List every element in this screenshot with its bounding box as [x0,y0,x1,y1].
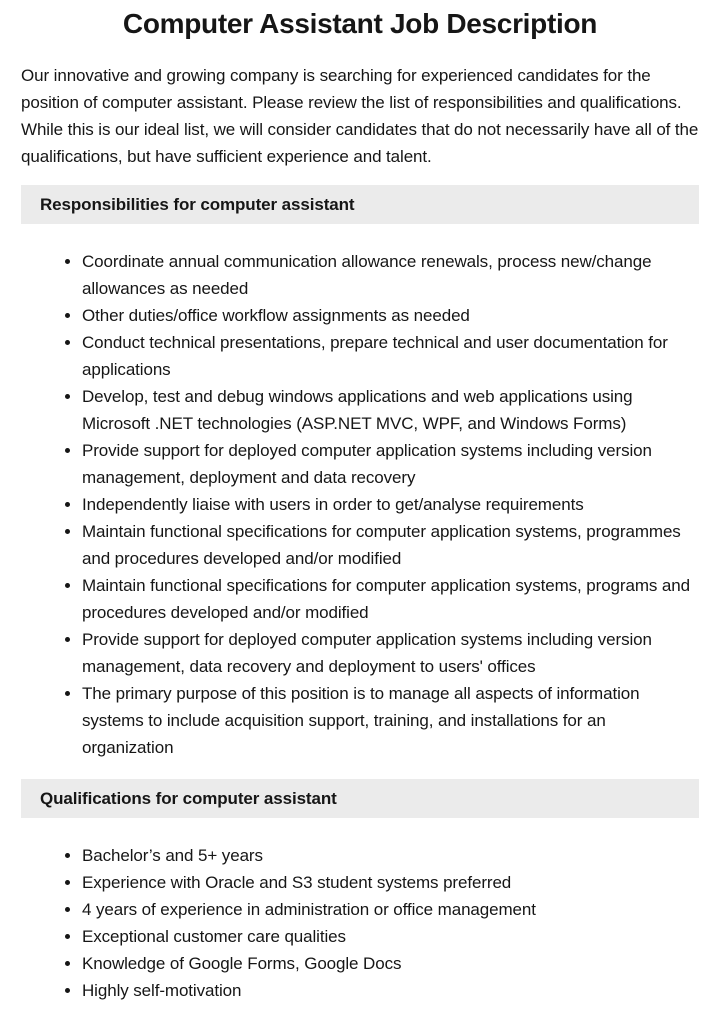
responsibility-list-item-text: The primary purpose of this position is to manage all aspects of information systems to include acquisition support, training, and installations for an organization [82,684,640,757]
qualification-list-item [62,977,699,1004]
responsibility-list-item [62,302,699,329]
qualification-list-item-text: Knowledge of Google Forms, Google Docs [82,954,402,973]
qualifications-list [21,842,699,1004]
responsibility-list-item [62,248,699,302]
qualification-list-item-text: Experience with Oracle and S3 student systems preferred [82,873,512,892]
responsibility-list-item-text: Provide support for deployed computer application systems including version management, data recovery and deployment to users' offices [82,630,652,676]
job-description-document [0,7,720,1004]
section-responsibilities [21,185,699,761]
qualification-list-item-text: Exceptional customer care qualities [82,927,346,946]
responsibilities-section-header [21,185,699,224]
responsibility-list-item [62,329,699,383]
qualification-list-item [62,896,699,923]
responsibility-list-item [62,383,699,437]
responsibility-list-item-text: Provide support for deployed computer application systems including version management, deployment and data recovery [82,441,652,487]
page-title: Computer Assistant Job Description [122,8,598,39]
responsibility-list-item-text: Coordinate annual communication allowance renewals, process new/change allowances as needed [82,252,652,298]
qualification-list-item-text: Bachelor’s and 5+ years [82,846,263,865]
qualification-list-item-text: Highly self-motivation [82,981,242,1000]
section-qualifications [21,779,699,1004]
responsibility-list-item [62,626,699,680]
responsibility-list-item-text: Independently liaise with users in order to get/analyse requirements [82,495,584,514]
qualification-list-item [62,869,699,896]
qualification-list-item [62,842,699,869]
responsibility-list-item-text: Develop, test and debug windows applications and web applications using Microsoft .NET technologies (ASP.NET MVC, WPF, and Windows Forms) [82,387,633,433]
responsibility-list-item [62,680,699,761]
responsibility-list-item [62,518,699,572]
responsibilities-section-heading-text: Responsibilities for computer assistant [40,194,355,214]
responsibility-list-item [62,491,699,518]
responsibility-list-item [62,572,699,626]
responsibilities-list [21,248,699,761]
qualifications-section-header [21,779,699,818]
qualification-list-item-text: 4 years of experience in administration or office management [82,900,536,919]
qualification-list-item [62,923,699,950]
responsibility-list-item-text: Maintain functional specifications for computer application systems, programs and procedures developed and/or modified [82,576,690,622]
responsibility-list-item-text: Other duties/office workflow assignments as needed [82,306,470,325]
intro-paragraph: Our innovative and growing company is searching for experienced candidates for the position of computer assistant. Please review the list of responsibilities and qualifications. While this is our ideal list, we will consider candidates that do not necessarily have all of the qualifications, but have sufficient experience and talent. [21,66,699,166]
qualification-list-item [62,950,699,977]
responsibility-list-item [62,437,699,491]
responsibility-list-item-text: Maintain functional specifications for computer application systems, programmes and procedures developed and/or modified [82,522,681,568]
qualifications-section-heading-text: Qualifications for computer assistant [40,788,337,808]
responsibility-list-item-text: Conduct technical presentations, prepare technical and user documentation for applications [82,333,668,379]
